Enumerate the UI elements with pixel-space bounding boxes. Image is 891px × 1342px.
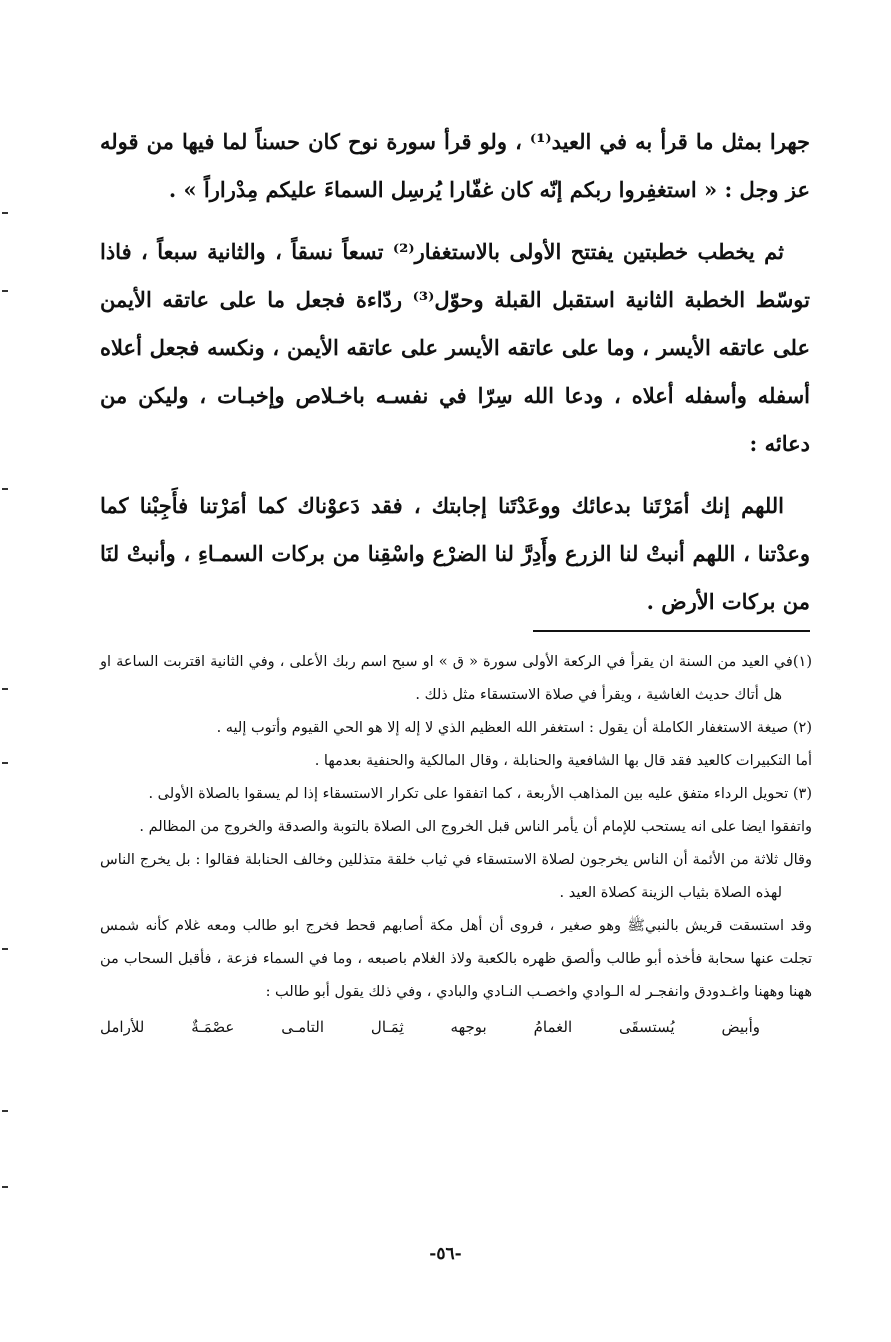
poem-word: بوجهه	[450, 1018, 487, 1036]
main-paragraph-2: ثم يخطب خطبتين يفتتح الأولى بالاستغفار⁽²⁾ تسعاً نسقاً ، والثانية سبعاً ، فاذا توسّط الخطبة الثانية استقبل القبلة وحوّل⁽³⁾ ردّاءة فجعل ما على عاتقه الأيمن على عاتقه الأيسر ، وما على عاتقه الأيسر على عاتقه الأيمن ، ونكسه فجعل أعلاه أسفله وأسفله أعلاه ، ودعا الله سِرّا في نفسـه باخـلاص وإخبـات ، وليكن من دعائه :	[100, 239, 810, 456]
footnote-3-paragraph-3: وقال ثلاثة من الأئمة أن الناس يخرجون لصلاة الاستسقاء في ثياب خلقة متذللين وخالف الحنابلة فقالوا : بل يخرج الناس لهذه الصلاة بثياب الزينة كصلاة العيد .	[100, 852, 812, 901]
main-text	[100, 118, 810, 626]
margin-mark	[2, 1110, 8, 1112]
poem-verse	[100, 1009, 812, 1045]
poem-word: عصْمَـةٌ	[191, 1018, 235, 1036]
page-number: -٥٦-	[429, 1244, 462, 1264]
poem-word: الغمامُ	[533, 1018, 573, 1036]
main-paragraph-1: جهرا بمثل ما قرأ به في العيد⁽¹⁾ ، ولو قرأ سورة نوح كان حسناً لما فيها من قوله عز وجل : « استغفِروا ربكم إنّه كان غفّارا يُرسِل السماءَ عليكم مِدْراراً » .	[100, 129, 811, 202]
margin-mark	[2, 290, 8, 292]
margin-mark	[2, 762, 8, 764]
footnote-2: (٢) صيغة الاستغفار الكاملة أن يقول : استغفر الله العظيم الذي لا إله إلا هو الحي القيوم وأتوب إليه .	[216, 720, 812, 736]
footnote-3-paragraph-4: وقد استسقت قريش بالنبيﷺ وهو صغير ، فروى أن أهل مكة أصابهم قحط فخرج ابو طالب ومعه غلام كأنه شمس تجلت عنها سحابة فأخذه أبو طالب وألصق ظهره بالكعبة ولاذ الغلام باصبعه ، وما في السماء فزعة ، فأقبل السحاب من ههنا وههنا واغـدودق وانفجـر له الـوادي واخصـب النـادي والبادي ، وفي ذلك يقول أبو طالب :	[100, 918, 812, 1000]
poem-word: وأبيض	[721, 1018, 760, 1036]
footnote-separator	[533, 630, 810, 632]
footnote-3-paragraph-2: واتفقوا ايضا على انه يستحب للإمام أن يأمر الناس قبل الخروج الى الصلاة بالتوبة والصدقة والخروج من المظالم .	[139, 819, 812, 835]
margin-mark	[2, 1186, 8, 1188]
margin-mark	[2, 688, 8, 690]
footnotes	[100, 646, 812, 1045]
poem-word: التامـى	[281, 1018, 325, 1036]
margin-mark	[2, 488, 8, 490]
poem-word: ثِمَـال	[370, 1018, 404, 1036]
poem-word: للأرامل	[100, 1018, 145, 1036]
margin-mark	[2, 948, 8, 950]
poem-word: يُستسقَى	[619, 1018, 675, 1036]
footnote-1: (١)في العيد من السنة ان يقرأ في الركعة الأولى سورة « ق » او سبح اسم ربك الأعلى ، وفي الثانية اقتربت الساعة او هل أتاك حديث الغاشية ، ويقرأ في صلاة الاستسقاء مثل ذلك .	[100, 654, 812, 703]
margin-mark	[2, 212, 8, 214]
footnote-3: (٣) تحويل الرداء متفق عليه بين المذاهب الأربعة ، كما اتفقوا على تكرار الاستسقاء إذا لم يسقوا بالصلاة الأولى .	[148, 786, 812, 802]
footnote-2-continued: أما التكبيرات كالعيد فقد قال بها الشافعية والحنابلة ، وقال المالكية والحنفية بعدمها .	[314, 753, 812, 769]
main-paragraph-prayer: اللهم إنك أمَرْتَنا بدعائك ووعَدْتَنا إجابتك ، فقد دَعوْناك كما أمَرْتنا فأَجِبْنا كما وعدْتنا ، اللهم أنبتْ لنا الزرع وأَدِرَّ لنا الضرْع واسْقِنا من بركات السمـاءِ ، وأنبتْ لنَا من بركات الأرض .	[100, 493, 810, 614]
